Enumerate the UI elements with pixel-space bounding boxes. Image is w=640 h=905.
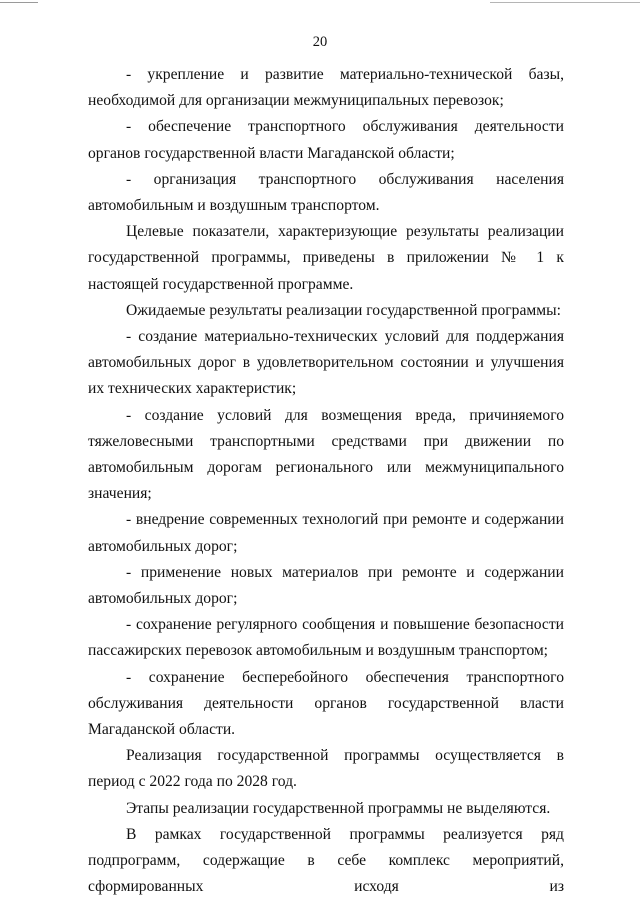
paragraph-implementation-period: Реализация государственной программы осуществляется в период с 2022 года по 2028 год. bbox=[88, 747, 564, 791]
paragraph-no-stages: Этапы реализации государственной программы не выделяются. bbox=[126, 799, 551, 817]
paragraph-population-transport: - организация транспортного обслуживания населения автомобильным и воздушным транспортом. bbox=[88, 170, 564, 215]
page-number: 20 bbox=[312, 34, 328, 50]
document-body bbox=[88, 62, 564, 901]
scan-edge-line-left bbox=[0, 2, 38, 3]
paragraph-heavy-vehicle-damage: - создание условий для возмещения вреда, причиняемого тяжеловесными транспортными средствами при движении по автомобильным дорогам регионального или межмуниципального значения; bbox=[88, 406, 564, 503]
paragraph-strengthening-base: - укрепление и развитие материально-технической базы, необходимой для организации межмуниципальных перевозок; bbox=[88, 66, 564, 110]
paragraph-road-conditions: - создание материально-технических условий для поддержания автомобильных дорог в удовлетворительном состоянии и улучшения их технических характеристик; bbox=[88, 328, 564, 398]
paragraph-subprograms: В рамках государственной программы реализуется ряд подпрограмм, содержащие в себе комплекс мероприятий, сформированных исходя из bbox=[88, 825, 564, 896]
paragraph-transport-service-authorities: - обеспечение транспортного обслуживания деятельности органов государственной власти Магаданской области; bbox=[88, 118, 564, 162]
paragraph-new-materials: - применение новых материалов при ремонте и содержании автомобильных дорог; bbox=[88, 563, 564, 608]
paragraph-regular-service-safety: - сохранение регулярного сообщения и повышение безопасности пассажирских перевозок автомобильным и воздушным транспортом; bbox=[88, 616, 564, 660]
scan-edge-line-right bbox=[490, 2, 640, 3]
paragraph-uninterrupted-service: - сохранение бесперебойного обеспечения транспортного обслуживания деятельности органов государственной власти Магаданской области. bbox=[88, 668, 564, 739]
paragraph-expected-results-heading: Ожидаемые результаты реализации государственной программы: bbox=[126, 301, 561, 319]
paragraph-modern-technologies: - внедрение современных технологий при ремонте и содержании автомобильных дорог; bbox=[88, 511, 564, 555]
paragraph-target-indicators: Целевые показатели, характеризующие результаты реализации государственной программы, приведены в приложении № 1 к настоящей государственной программе. bbox=[88, 223, 564, 293]
